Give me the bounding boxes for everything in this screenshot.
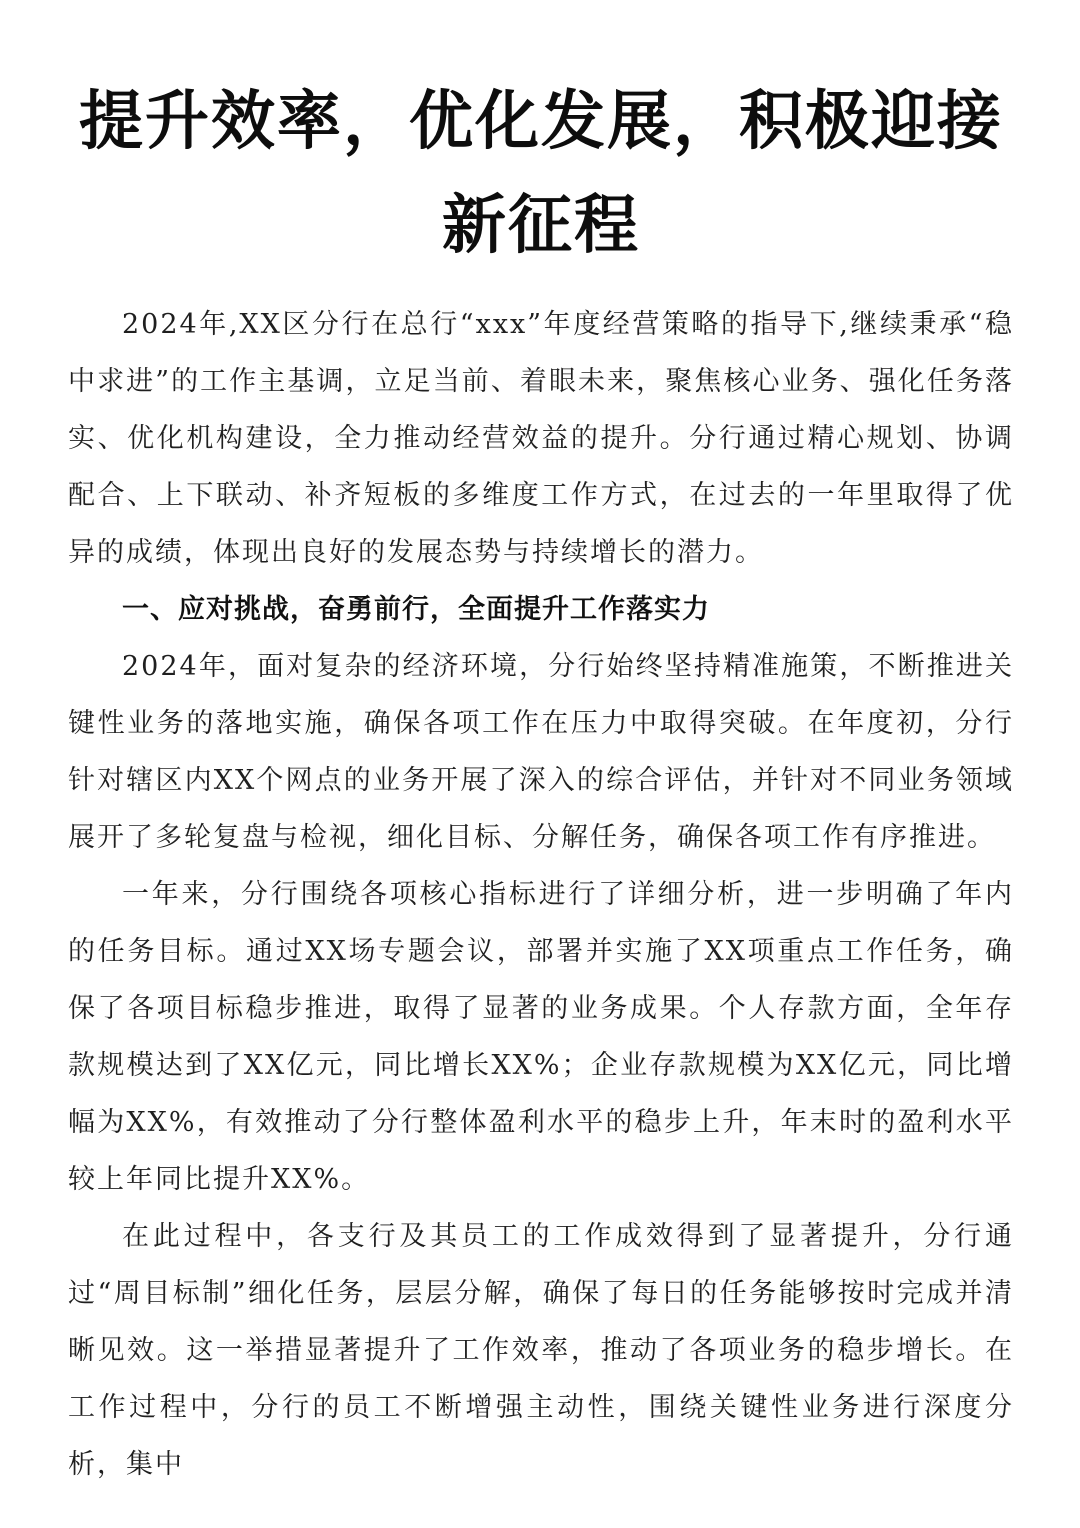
section-heading-1: 一、应对挑战，奋勇前行，全面提升工作落实力 [122, 594, 710, 625]
section-1-paragraph-2: 一年来，分行围绕各项核心指标进行了详细分析，进一步明确了年内的任务目标。通过XX场专题会议，部署并实施了XX项重点工作任务，确保了各项目标稳步推进，取得了显著的业务成果。个人存款方面，全年存款规模达到了XX亿元，同比增长XX%；企业存款规模为XX亿元，同比增幅为XX%，有效推动了分行整体盈利水平的稳步上升，年末时的盈利水平较上年同比提升XX%。 [68, 879, 1014, 1195]
section-1-paragraph-1: 2024年，面对复杂的经济环境，分行始终坚持精准施策，不断推进关键性业务的落地实施，确保各项工作在压力中取得突破。在年度初，分行针对辖区内XX个网点的业务开展了深入的综合评估，并针对不同业务领域展开了多轮复盘与检视，细化目标、分解任务，确保各项工作有序推进。 [68, 651, 1014, 853]
intro-paragraph: 2024年,XX区分行在总行“xxx”年度经营策略的指导下,继续秉承“稳中求进”的工作主基调，立足当前、着眼未来，聚焦核心业务、强化任务落实、优化机构建设，全力推动经营效益的提升。分行通过精心规划、协调配合、上下联动、补齐短板的多维度工作方式，在过去的一年里取得了优异的成绩，体现出良好的发展态势与持续增长的潜力。 [68, 309, 1014, 568]
section-1-paragraph-3: 在此过程中，各支行及其员工的工作成效得到了显著提升，分行通过“周目标制”细化任务，层层分解，确保了每日的任务能够按时完成并清晰见效。这一举措显著提升了工作效率，推动了各项业务的稳步增长。在工作过程中，分行的员工不断增强主动性，围绕关键性业务进行深度分析，集中 [68, 1221, 1014, 1480]
document-body [68, 296, 1014, 1493]
title-line-2: 新征程 [442, 189, 640, 263]
title-line-1: 提升效率，优化发展，积极迎接 [79, 85, 1003, 159]
document-title [68, 70, 1014, 278]
